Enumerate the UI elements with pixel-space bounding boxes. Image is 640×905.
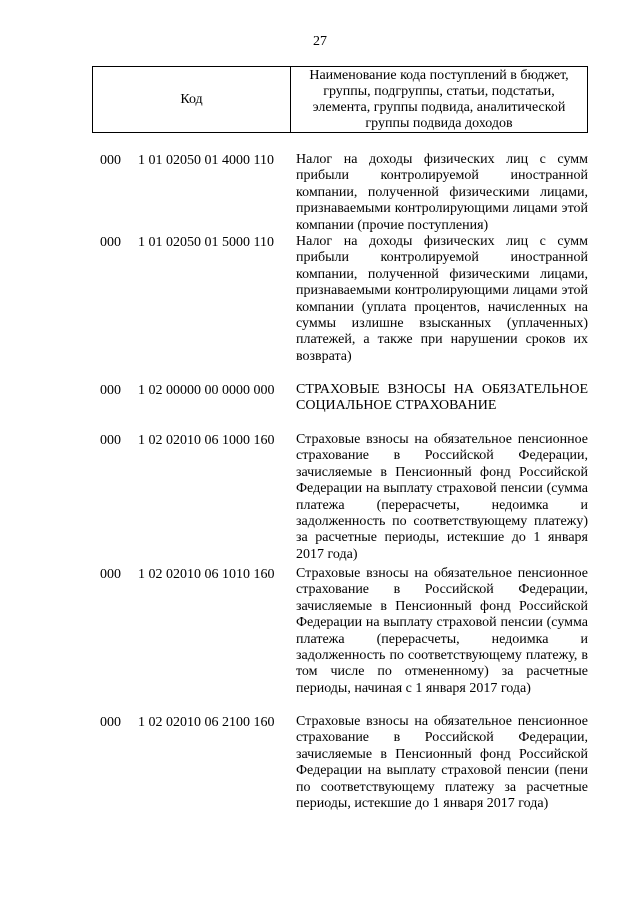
- table-row: [0, 432, 640, 566]
- row-name: Налог на доходы физических лиц с сумм прибыли контролируемой иностранной компании, полученной физическими лицами, признаваемыми контролирующими лицами этой компании (уплата процентов, начисленных на суммы излишне взысканных (уплаченных) платежей, а также при нарушении сроков их возврата): [296, 234, 588, 364]
- table-body: [0, 152, 640, 834]
- header-name-column: Наименование кода поступлений в бюджет, группы, подгруппы, статьи, подстатьи, элемента, группы подвида, аналитической группы подвида доходов: [309, 67, 569, 131]
- row-budget-code: 1 02 00000 00 0000 000: [138, 383, 275, 398]
- row-budget-code: 1 02 02010 06 2100 160: [138, 715, 275, 730]
- row-admin-code: 000: [100, 235, 121, 250]
- table-row: [0, 566, 640, 714]
- row-admin-code: 000: [100, 433, 121, 448]
- row-admin-code: 000: [100, 383, 121, 398]
- table-row: [0, 382, 640, 432]
- table-row: [0, 152, 640, 234]
- row-budget-code: 1 02 02010 06 1000 160: [138, 433, 275, 448]
- row-name: Страховые взносы на обязательное пенсионное страхование в Российской Федерации, зачисляемые в Пенсионный фонд Российской Федерации на выплату страховой пенсии (сумма платежа (перерасчеты, недоимка и задолженность по соответствующему платежу, в том числе по отмененному) за расчетные периоды, начиная с 1 января 2017 года): [296, 566, 588, 696]
- row-name: Страховые взносы на обязательное пенсионное страхование в Российской Федерации, зачисляемые в Пенсионный фонд Российской Федерации на выплату страховой пенсии (пени по соответствующему платежу за расчетные периоды, истекшие до 1 января 2017 года): [296, 714, 588, 812]
- row-name: Страховые взносы на обязательное пенсионное страхование в Российской Федерации, зачисляемые в Пенсионный фонд Российской Федерации на выплату страховой пенсии (сумма платежа (перерасчеты, недоимка и задолженность по соответствующему платежу) за расчетные периоды, истекшие до 1 января 2017 года): [296, 432, 588, 562]
- row-name: Налог на доходы физических лиц с сумм прибыли контролируемой иностранной компании, полученной физическими лицами, признаваемыми контролирующими лицами этой компании (прочие поступления): [296, 152, 588, 233]
- table-header: [92, 66, 588, 133]
- row-admin-code: 000: [100, 153, 121, 168]
- header-code-column: Код: [93, 67, 291, 132]
- table-row: [0, 234, 640, 382]
- row-admin-code: 000: [100, 715, 121, 730]
- row-budget-code: 1 02 02010 06 1010 160: [138, 567, 275, 582]
- row-name: СТРАХОВЫЕ ВЗНОСЫ НА ОБЯЗАТЕЛЬНОЕ СОЦИАЛЬНОЕ СТРАХОВАНИЕ: [296, 382, 588, 414]
- row-admin-code: 000: [100, 567, 121, 582]
- table-row: [0, 714, 640, 834]
- row-budget-code: 1 01 02050 01 4000 110: [138, 153, 274, 168]
- page-number: 27: [313, 34, 327, 49]
- row-budget-code: 1 01 02050 01 5000 110: [138, 235, 274, 250]
